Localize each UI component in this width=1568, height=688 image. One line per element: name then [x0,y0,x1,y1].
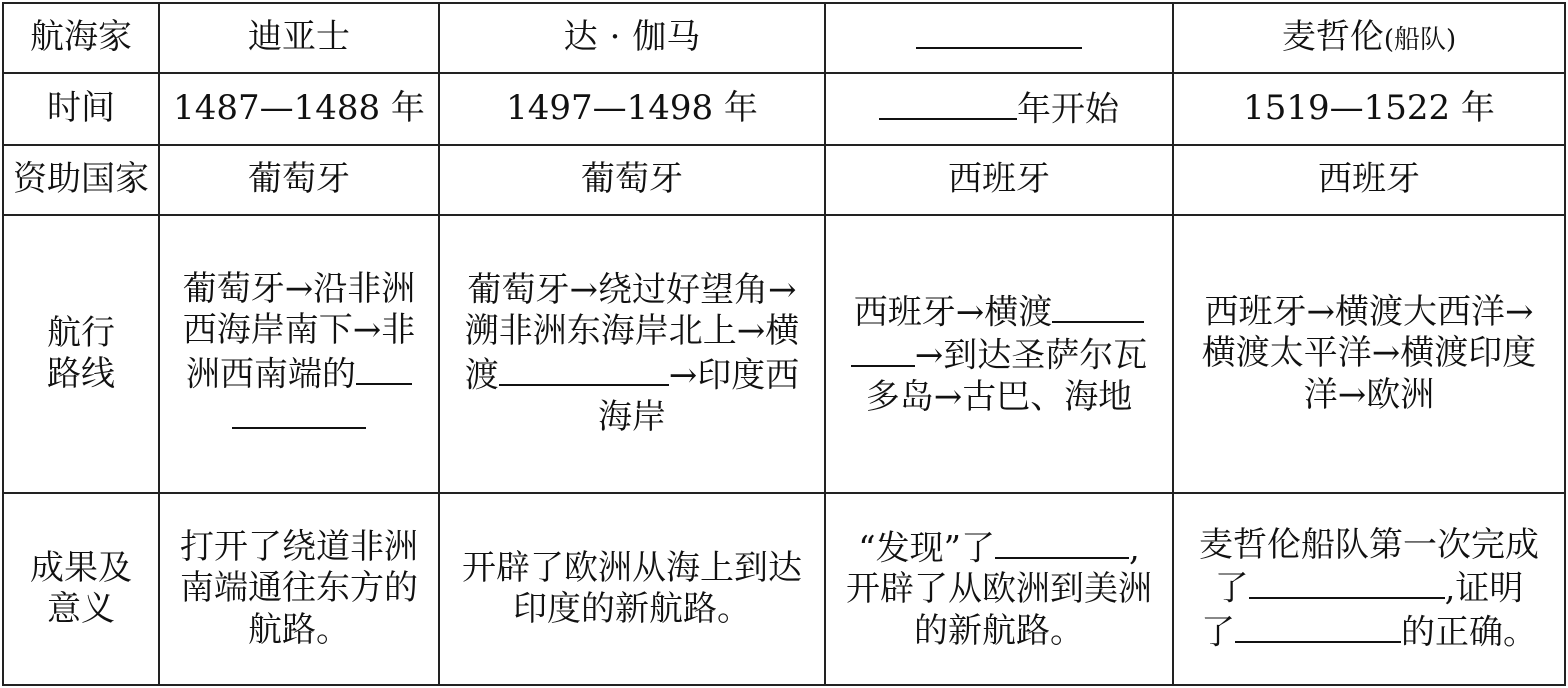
time-diaz [159,73,439,145]
header-magellan-paren-open: ( [1383,25,1394,56]
header-magellan-paren-close: ) [1446,25,1457,56]
route-dagama-blank [499,353,669,386]
time-columbus [825,73,1173,145]
route-columbus-line3-part1: 多岛→古巴 [865,377,1031,417]
header-dagama-dot: · [609,17,621,58]
route-diaz-line1: 葡萄牙→沿非洲 [182,268,416,309]
sponsor-dagama [439,145,825,215]
result-magellan-blank-b [1235,610,1401,643]
result-dagama-line1: 开辟了欧洲从海上到达 [462,547,802,588]
route-columbus-line1 [826,290,1172,334]
result-dagama-line2: 印度的新航路。 [513,589,751,629]
route-dagama-line1: 葡萄牙→绕过好望角→ [467,269,797,310]
header-navigator-label [3,3,159,73]
time-label [3,73,159,145]
sponsor-columbus [825,145,1173,215]
route-magellan [1173,215,1565,493]
route-diaz [159,215,439,493]
sponsor-diaz-text: 葡萄牙 [248,159,350,200]
route-diaz-blank-b [232,395,366,428]
result-magellan-line3 [1174,610,1564,654]
route-columbus-line2 [826,333,1172,377]
time-dagama-text: 1497—1498 年 [506,88,758,129]
result-diaz-line1: 打开了绕道非洲 [180,526,418,567]
header-dagama-part1: 达 [563,17,598,58]
result-row [3,493,1565,685]
header-row [3,3,1565,73]
result-diaz-line2: 南端通往东方的 [180,568,418,609]
result-magellan-line2 [1174,566,1564,610]
route-label [3,215,159,493]
route-columbus-blank-b [851,333,915,366]
route-magellan-line1: 西班牙→横渡大西洋→ [1204,291,1534,332]
header-diaz-text: 迪亚士 [248,17,350,58]
route-columbus-blank-a [1052,290,1144,323]
result-columbus-line3: 的新航路。 [914,610,1084,651]
result-magellan-line3-prefix: 了 [1201,612,1235,652]
route-label-line2: 路线 [47,354,115,394]
time-magellan [1173,73,1565,145]
route-columbus-line2-text: →到达圣萨尔瓦 [914,335,1148,376]
result-magellan-line2-prefix: 了 [1214,568,1249,609]
result-diaz-line3: 航路。 [248,609,350,650]
route-row [3,215,1565,493]
sponsor-row [3,145,1565,215]
route-magellan-line2: 横渡太平洋→横渡印度 [1201,333,1537,374]
sponsor-magellan [1173,145,1565,215]
result-magellan [1173,493,1565,685]
result-columbus-line2: 开辟了从欧洲到美洲 [846,569,1152,610]
header-dagama-part2: 伽马 [632,17,701,58]
time-label-text: 时间 [47,88,115,129]
sponsor-diaz [159,145,439,215]
result-columbus-blank [995,526,1129,559]
result-columbus-line1 [826,526,1172,570]
result-magellan-line2-suffix: ,证明 [1444,568,1524,609]
route-columbus-line3-part2: 海地 [1064,377,1133,417]
result-columbus-line1-suffix: , [1128,527,1140,568]
sponsor-columbus-text: 西班牙 [948,159,1050,200]
header-diaz [159,3,439,73]
route-diaz-line2: 西海岸南下→非 [182,310,416,351]
time-row [3,73,1565,145]
result-dagama [439,493,825,685]
sponsor-magellan-text: 西班牙 [1318,159,1420,200]
header-columbus [825,3,1173,73]
sponsor-label [3,145,159,215]
result-magellan-line1: 麦哲伦船队第一次完成 [1199,524,1539,565]
time-columbus-blank [879,87,1017,120]
result-columbus-line1-prefix: “发现”了 [858,527,995,568]
time-dagama [439,73,825,145]
route-diaz-blank-a [356,352,412,385]
route-columbus-line3 [826,377,1172,418]
route-dagama-line3-suffix: →印度西 [668,355,800,396]
route-diaz-line3 [160,352,438,396]
route-columbus [825,215,1173,493]
header-navigator-text: 航海家 [30,17,132,58]
route-dagama-line4: 海岸 [598,396,666,437]
result-magellan-line3-suffix: 的正确。 [1401,612,1537,652]
route-diaz-line4 [160,395,438,439]
route-columbus-line3-sep: 、 [1030,377,1065,417]
time-columbus-suffix: 年开始 [1017,89,1119,130]
result-diaz [159,493,439,685]
header-magellan-fleet: 船队 [1393,25,1446,56]
result-label [3,493,159,685]
navigator-comparison-table [2,2,1566,686]
header-magellan-text: 麦哲伦 [1281,17,1384,58]
route-columbus-line1-text: 西班牙→横渡 [853,291,1053,332]
sponsor-dagama-text: 葡萄牙 [581,159,683,200]
header-magellan [1173,3,1565,73]
header-columbus-blank [916,16,1082,49]
result-columbus [825,493,1173,685]
route-magellan-line3: 洋→欧洲 [1303,374,1435,415]
header-dagama [439,3,825,73]
route-dagama [439,215,825,493]
time-diaz-text: 1487—1488 年 [173,88,425,129]
result-label-line2: 意义 [47,589,115,629]
route-diaz-line3-text: 洲西南端的 [186,354,356,394]
route-dagama-line3 [440,353,824,397]
result-label-line1: 成果及 [30,547,132,588]
sponsor-label-text: 资助国家 [13,159,149,200]
time-magellan-text: 1519—1522 年 [1243,88,1495,129]
route-dagama-line3-prefix: 渡 [464,355,499,396]
route-dagama-line2: 溯非洲东海岸北上→横 [464,311,800,352]
result-magellan-blank-a [1249,566,1445,599]
route-label-line1: 航行 [47,312,115,353]
